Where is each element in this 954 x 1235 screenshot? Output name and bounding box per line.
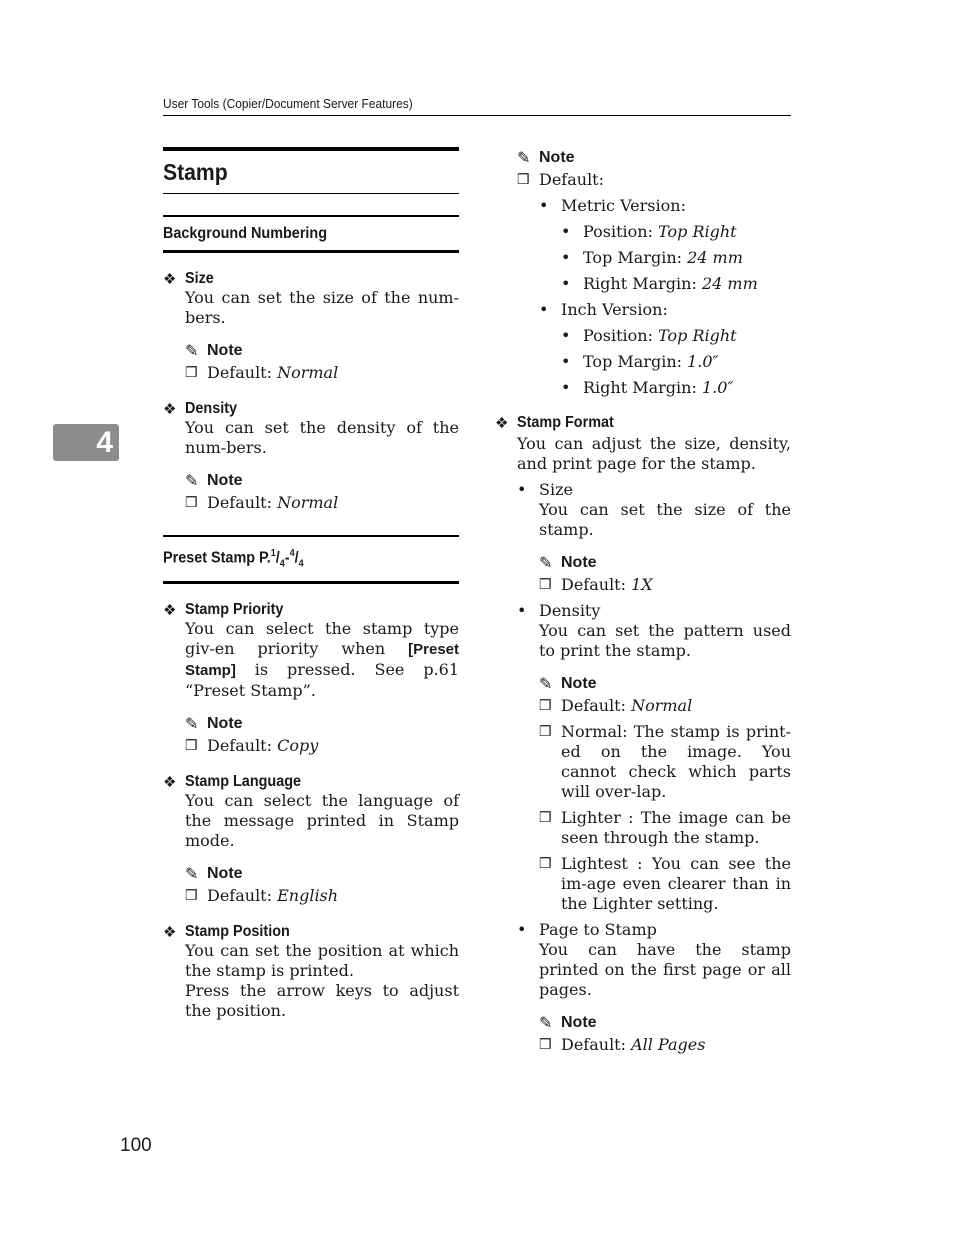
list-item: • Position: Top Right (561, 222, 737, 241)
bullet-icon: • (539, 196, 549, 215)
pencil-icon: ✎ (185, 471, 199, 490)
checkbox-icon: ❒ (185, 887, 198, 904)
list-item: • Right Margin: 1.0″ (561, 378, 734, 397)
checkbox-icon: ❒ (539, 698, 552, 714)
bullet-icon: • (517, 920, 527, 939)
item-body: You can select the language of the message printed in Stamp mode. (185, 790, 459, 850)
item-title: Stamp Position (185, 922, 290, 940)
bullet-icon: • (561, 352, 571, 371)
default-value: Copy (277, 735, 319, 755)
default-value: Normal (277, 363, 339, 382)
note-lightest: ❒ Lightest : You can see the im-age even clearer than in the Lighter setting. (539, 854, 791, 913)
item-body: You can select the stamp type giv-en priority when [Preset Stamp] is pressed. See p.61 “Preset Stamp”. (185, 618, 459, 700)
four-diamond-icon: ❖ (163, 772, 177, 791)
note-default: ❒ Default: Normal (185, 363, 339, 382)
note-default: ❒ Default: All Pages (539, 1035, 706, 1054)
list-item: • Top Margin: 1.0″ (561, 352, 719, 371)
bullet-icon: • (561, 378, 571, 397)
note-default: ❒ Default: Copy (185, 735, 319, 755)
item-title: Stamp Priority (185, 600, 284, 618)
note-lighter: ❒ Lighter : The image can be seen through the stamp. (539, 808, 791, 847)
list-item: • Top Margin: 24 mm (561, 248, 743, 267)
checkbox-icon: ❒ (185, 737, 198, 754)
four-diamond-icon: ❖ (163, 400, 177, 418)
section-title: Stamp (163, 159, 228, 185)
pencil-icon: ✎ (185, 863, 199, 883)
list-item: • Right Margin: 24 mm (561, 274, 758, 293)
note-label: Note (207, 472, 243, 489)
item-stamp-position-heading (163, 923, 459, 941)
header-rule (163, 115, 791, 116)
item-size-heading (163, 270, 459, 288)
four-diamond-icon: ❖ (495, 414, 509, 432)
list-item-page-to-stamp: • Page to Stamp You can have the stamp printed on the first page or all pages. (517, 920, 791, 999)
note-label: Note (539, 149, 575, 166)
four-diamond-icon: ❖ (163, 600, 177, 619)
item-body: You can set the size of the num-bers. (185, 288, 459, 327)
item-title: Stamp Format (517, 414, 614, 431)
item-body: Press the arrow keys to adjust the position. (185, 980, 459, 1020)
item-body: You can set the position at which the stamp is printed. (185, 940, 459, 980)
note-heading (517, 149, 791, 167)
four-diamond-icon: ❖ (163, 270, 177, 288)
note-default: ❒ Default: Normal (185, 493, 339, 512)
checkbox-icon: ❒ (539, 810, 552, 826)
subsection-background-numbering (163, 215, 459, 253)
checkbox-icon: ❒ (539, 1037, 552, 1053)
note-default: ❒ Default: Normal (539, 696, 693, 715)
note-heading (185, 715, 459, 733)
note-heading (539, 554, 791, 572)
subsection-preset-stamp (163, 535, 459, 584)
list-item: • Inch Version: (539, 300, 668, 319)
bullet-icon: • (561, 222, 571, 241)
item-stamp-format-heading (495, 414, 791, 432)
checkbox-icon: ❒ (539, 577, 552, 593)
pencil-icon: ✎ (539, 1013, 553, 1032)
page-number: 100 (120, 1135, 152, 1156)
list-item: • Position: Top Right (561, 326, 737, 345)
pencil-icon: ✎ (539, 553, 553, 572)
item-title: Stamp Language (185, 772, 302, 790)
key-label: [Preset Stamp] (185, 640, 459, 679)
subsection-title: Preset Stamp $P.^1/_4-^4/_4$ (163, 548, 304, 570)
item-density-heading (163, 400, 459, 418)
checkbox-icon: ❒ (539, 856, 552, 872)
checkbox-icon: ❒ (185, 365, 198, 381)
note-label: Note (561, 675, 597, 692)
item-stamp-language-heading (163, 773, 459, 791)
checkbox-icon: ❒ (539, 724, 552, 740)
pencil-icon: ✎ (517, 148, 531, 167)
note-default: ❒ Default: (517, 170, 604, 189)
chapter-tab: 4 (53, 424, 119, 461)
item-stamp-priority-heading (163, 601, 459, 619)
item-title: Density (185, 400, 238, 417)
note-heading (185, 472, 459, 490)
pencil-icon: ✎ (185, 713, 199, 733)
bullet-icon: • (561, 326, 571, 345)
default-value: English (277, 885, 339, 905)
note-default: ❒ Default: English (185, 885, 339, 905)
left-column (163, 147, 459, 1021)
section-title-block (163, 147, 459, 194)
note-label: Note (207, 714, 243, 732)
note-label: Note (207, 864, 243, 882)
note-heading (539, 675, 791, 693)
right-column (495, 149, 791, 1055)
four-diamond-icon: ❖ (163, 922, 177, 941)
bullet-icon: • (539, 300, 549, 319)
note-label: Note (561, 1014, 597, 1031)
note-heading (185, 342, 459, 360)
note-heading (539, 1014, 791, 1032)
list-item: • Metric Version: (539, 196, 686, 215)
running-header: User Tools (Copier/Document Server Features) (163, 96, 413, 111)
subsection-title: Background Numbering (163, 225, 328, 242)
item-body: You can set the density of the num-bers. (185, 418, 459, 457)
checkbox-icon: ❒ (517, 172, 530, 188)
note-label: Note (207, 342, 243, 359)
bullet-icon: • (517, 480, 527, 499)
item-title: Size (185, 270, 214, 287)
pencil-icon: ✎ (539, 674, 553, 693)
bullet-icon: • (561, 274, 571, 293)
note-normal: ❒ Normal: The stamp is print-ed on the image. You cannot check which parts will over-lap. (539, 722, 791, 801)
bullet-icon: • (561, 248, 571, 267)
pencil-icon: ✎ (185, 341, 199, 360)
checkbox-icon: ❒ (185, 495, 198, 511)
note-heading (185, 865, 459, 883)
note-default: ❒ Default: 1X (539, 575, 653, 594)
default-value: Normal (277, 493, 339, 512)
list-item-density: • Density You can set the pattern used to print the stamp. (517, 601, 791, 660)
list-item-size: • Size You can set the size of the stamp. (517, 480, 791, 539)
note-label: Note (561, 554, 597, 571)
item-body: You can adjust the size, density, and print page for the stamp. (517, 434, 791, 473)
bullet-icon: • (517, 601, 527, 620)
